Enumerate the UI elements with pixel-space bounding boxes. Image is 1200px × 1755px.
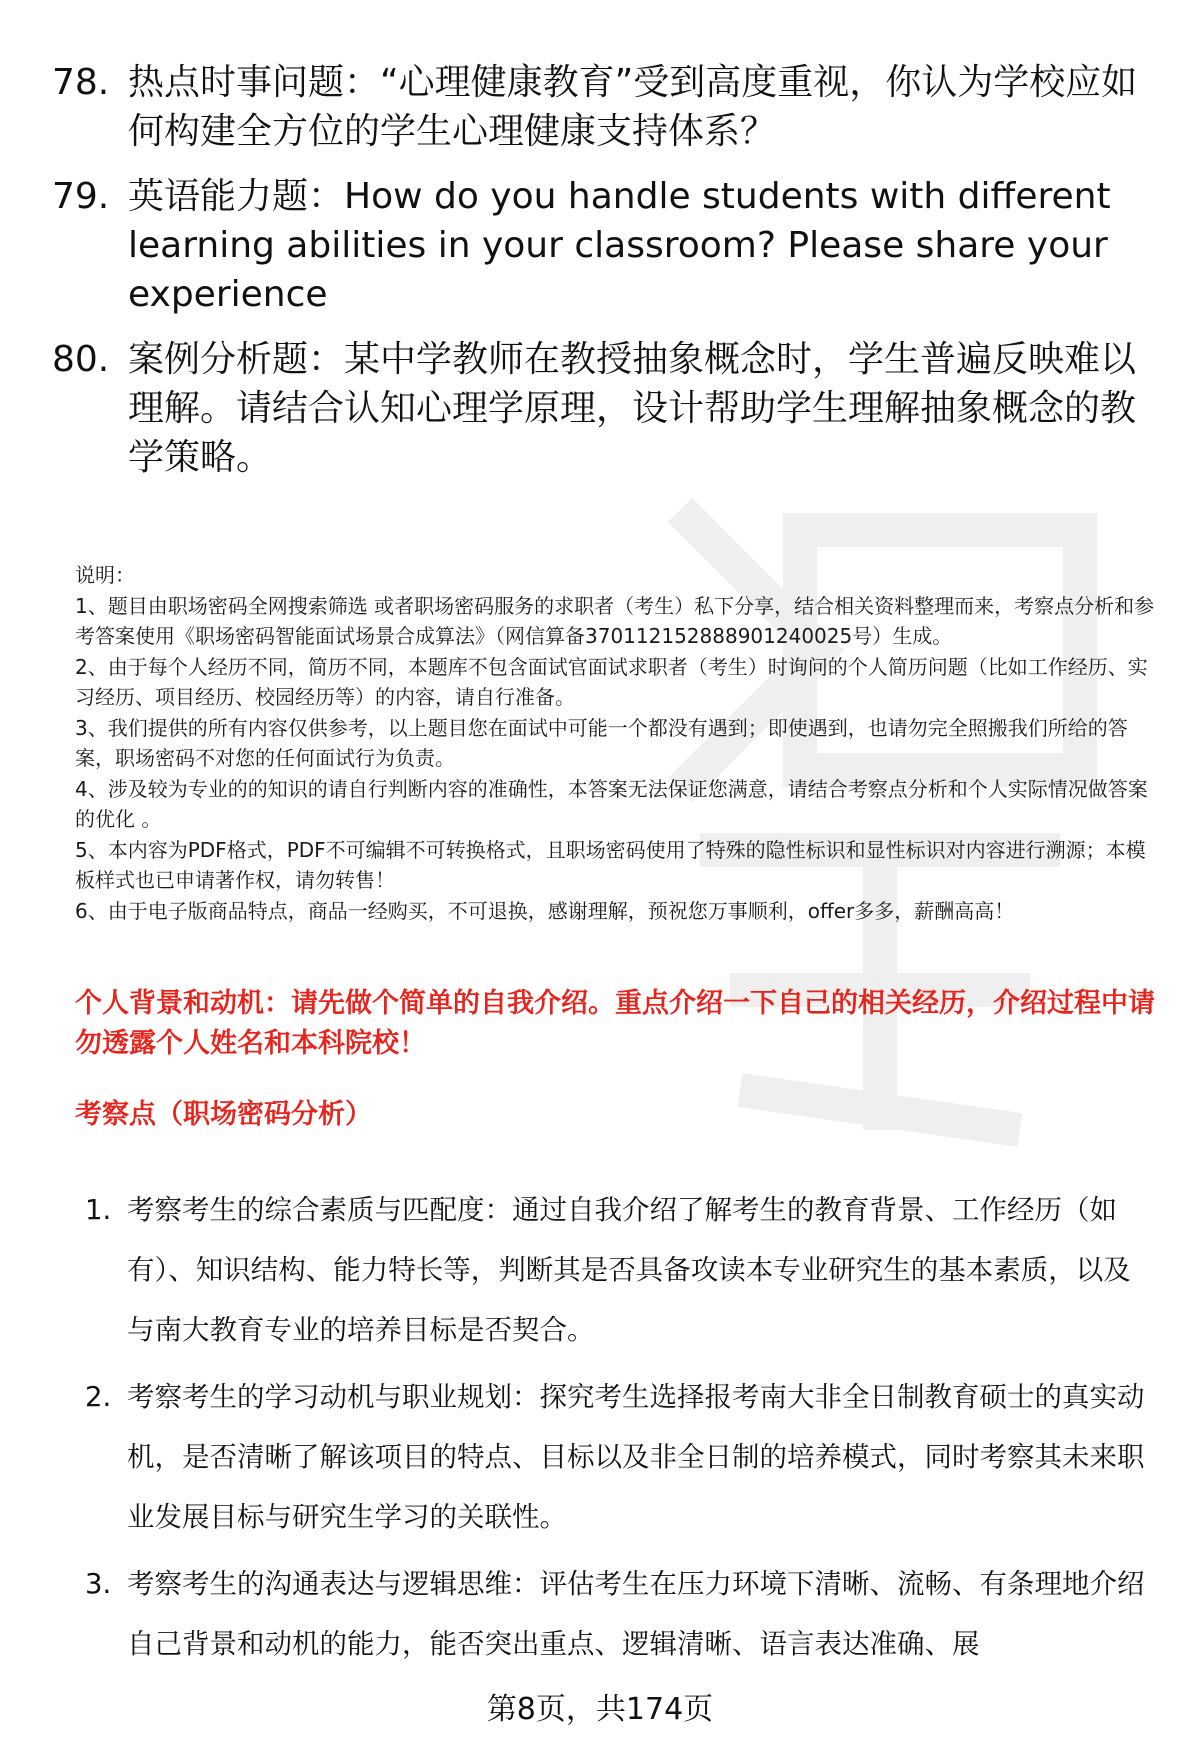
point-text: 考察考生的综合素质与匹配度：通过自我介绍了解考生的教育背景、工作经历（如有）、知识结构、能力特长等，判断其是否具备攻读本专业研究生的基本素质，以及与南大教育专业的培养目标是否契合。 <box>127 1194 1131 1346</box>
list-item <box>85 1554 1145 1674</box>
analysis-heading: 考察点（职场密码分析） <box>75 1099 372 1130</box>
note-item: 6、由于电子版商品特点，商品一经购买，不可退换，感谢理解，预祝您万事顺利，offer多多，薪酬高高！ <box>75 898 1015 923</box>
point-number: 2. <box>85 1381 112 1413</box>
point-number: 1. <box>85 1194 112 1226</box>
note-item: 2、由于每个人经历不同，简历不同，本题库不包含面试官面试求职者（考生）时询问的个人简历问题（比如工作经历、实习经历、项目经历、校园经历等）的内容，请自行准备。 <box>75 654 1148 709</box>
list-item <box>85 1180 1145 1360</box>
note-item: 4、涉及较为专业的的知识的请自行判断内容的准确性，本答案无法保证您满意，请结合考察点分析和个人实际情况做答案的优化 。 <box>75 776 1148 831</box>
list-item <box>85 1367 1145 1547</box>
point-text: 考察考生的学习动机与职业规划：探究考生选择报考南大非全日制教育硕士的真实动机，是否清晰了解该项目的特点、目标以及非全日制的培养模式，同时考察其未来职业发展目标与研究生学习的关联性。 <box>127 1381 1145 1533</box>
note-item: 5、本内容为PDF格式，PDF不可编辑不可转换格式，且职场密码使用了特殊的隐性标识和显性标识对内容进行溯源；本模板样式也已申请著作权，请勿转售！ <box>75 837 1146 892</box>
question-number: 78. <box>52 62 110 103</box>
analysis-points <box>85 1180 1145 1681</box>
question-80 <box>52 335 1162 482</box>
point-text: 考察考生的沟通表达与逻辑思维：评估考生在压力环境下清晰、流畅、有条理地介绍自己背景和动机的能力，能否突出重点、逻辑清晰、语言表达准确、展 <box>127 1568 1145 1660</box>
point-number: 3. <box>85 1568 112 1600</box>
notes-block <box>75 560 1165 926</box>
note-item: 1、题目由职场密码全网搜索筛选 或者职场密码服务的求职者（考生）私下分享，结合相关资料整理而来，考察点分析和参考答案使用《职场密码智能面试场景合成算法》（网信算备370112152888901240025号）生成。 <box>75 593 1155 648</box>
section-question: 个人背景和动机：请先做个简单的自我介绍。重点介绍一下自己的相关经历，介绍过程中请勿透露个人姓名和本科院校！ <box>75 988 1155 1059</box>
question-text: 案例分析题：某中学教师在教授抽象概念时，学生普遍反映难以理解。请结合认知心理学原理，设计帮助学生理解抽象概念的教学策略。 <box>128 339 1137 478</box>
question-text: 英语能力题：How do you handle students with different learning abilities in your classroom? Please share your experience <box>128 176 1111 315</box>
page-footer: 第8页，共174页 <box>486 1692 714 1727</box>
question-78 <box>52 58 1162 156</box>
question-79 <box>52 172 1162 319</box>
question-text: 热点时事问题：“心理健康教育”受到高度重视，你认为学校应如何构建全方位的学生心理健康支持体系？ <box>128 62 1138 152</box>
question-number: 80. <box>52 339 110 380</box>
notes-title: 说明： <box>75 563 135 587</box>
note-item: 3、我们提供的所有内容仅供参考，以上题目您在面试中可能一个都没有遇到；即使遇到，也请勿完全照搬我们所给的答案，职场密码不对您的任何面试行为负责。 <box>75 715 1128 770</box>
question-number: 79. <box>52 176 110 217</box>
